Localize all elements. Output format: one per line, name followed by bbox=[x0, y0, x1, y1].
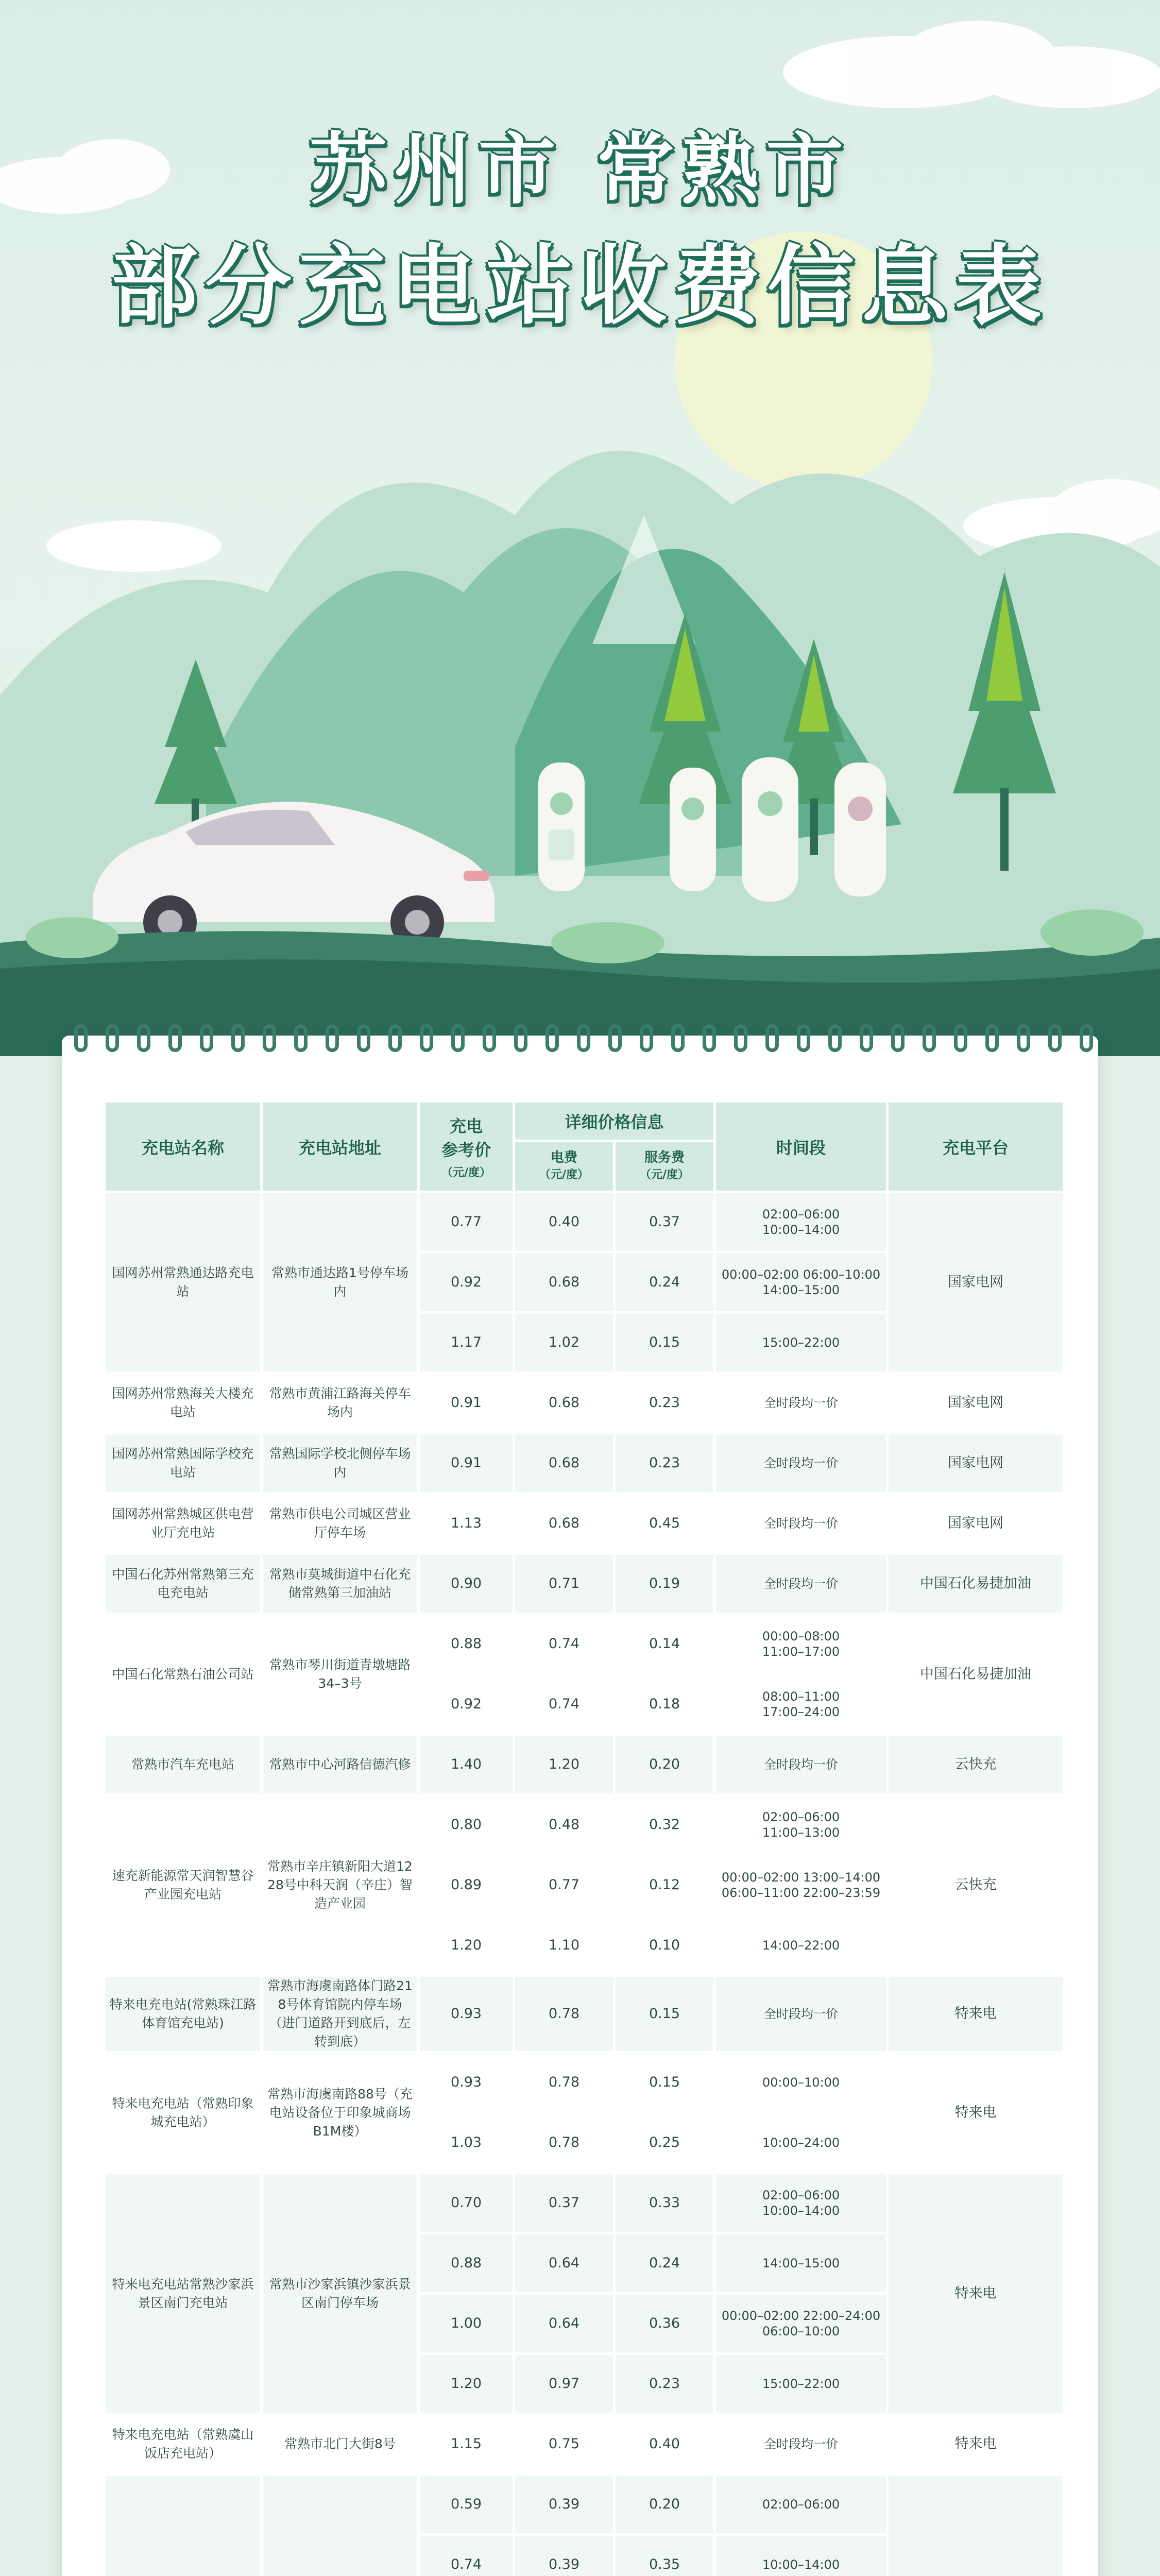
elec-fee-cell: 0.75 bbox=[515, 2415, 613, 2473]
binder-ring bbox=[451, 1024, 465, 1052]
table-row bbox=[106, 2174, 1063, 2232]
table-row bbox=[106, 1193, 1063, 1251]
service-fee-cell: 0.24 bbox=[616, 1253, 713, 1311]
elec-fee-cell: 0.78 bbox=[515, 2054, 613, 2111]
elec-fee-cell: 0.68 bbox=[515, 1434, 613, 1492]
station-address-cell: 常熟市琴川街道青墩塘路34–3号 bbox=[263, 1615, 417, 1733]
table-row bbox=[106, 2054, 1063, 2111]
period-cell: 00:00–02:00 06:00–10:00 14:00–15:00 bbox=[716, 1253, 886, 1311]
ref-price-cell: 1.00 bbox=[420, 2295, 513, 2352]
service-fee-cell: 0.12 bbox=[616, 1856, 713, 1914]
elec-fee-cell: 0.64 bbox=[515, 2295, 613, 2352]
binder-ring bbox=[514, 1024, 527, 1052]
service-fee-cell: 0.24 bbox=[616, 2234, 713, 2292]
ref-price-cell: 0.88 bbox=[420, 1615, 513, 1673]
station-name-cell bbox=[106, 2476, 260, 2576]
service-fee-cell: 0.45 bbox=[616, 1495, 713, 1552]
ref-price-cell: 0.77 bbox=[420, 1193, 513, 1251]
title-block bbox=[0, 118, 1160, 345]
station-address-cell: 常熟市莫城街道中石化充储常熟第三加油站 bbox=[263, 1555, 417, 1613]
binder-ring bbox=[388, 1024, 402, 1052]
binder-ring bbox=[137, 1024, 150, 1052]
binder-ring bbox=[326, 1024, 339, 1052]
elec-fee-cell: 0.39 bbox=[515, 2536, 613, 2576]
ref-price-cell: 0.91 bbox=[420, 1434, 513, 1492]
platform-cell: 国家电网 bbox=[889, 1434, 1063, 1492]
service-fee-cell: 0.40 bbox=[616, 2415, 713, 2473]
service-fee-cell: 0.36 bbox=[616, 2295, 713, 2352]
table-row bbox=[106, 1796, 1063, 1854]
header-ref-price-mid: 参考价 bbox=[441, 1140, 491, 1160]
ref-price-cell: 0.91 bbox=[420, 1374, 513, 1432]
table-row bbox=[106, 1555, 1063, 1613]
elec-fee-cell: 0.39 bbox=[515, 2476, 613, 2533]
ref-price-cell: 0.80 bbox=[420, 1796, 513, 1854]
station-address-cell: 常熟市黄浦江路海关停车场内 bbox=[263, 1374, 417, 1432]
period-cell: 14:00–15:00 bbox=[716, 2234, 886, 2292]
elec-fee-cell: 0.68 bbox=[515, 1374, 613, 1432]
fee-table-body bbox=[106, 1193, 1063, 2576]
binder-ring bbox=[985, 1024, 999, 1052]
station-address-cell: 常熟市中心河路信德汽修 bbox=[263, 1736, 417, 1793]
binder-ring bbox=[106, 1024, 119, 1052]
station-address-cell: 常熟市通达路1号停车场内 bbox=[263, 1193, 417, 1371]
table-row bbox=[106, 1615, 1063, 1673]
binder-ring bbox=[828, 1024, 842, 1052]
elec-fee-cell: 0.74 bbox=[515, 1615, 613, 1673]
platform-cell: 云快充 bbox=[889, 1736, 1063, 1793]
station-name-cell: 特来电充电站(常熟珠江路体育馆充电站) bbox=[106, 1977, 260, 2051]
elec-fee-cell: 1.20 bbox=[515, 1736, 613, 1793]
header-ref-price-top: 充电 bbox=[449, 1116, 483, 1136]
ref-price-cell: 1.15 bbox=[420, 2415, 513, 2473]
period-cell: 15:00–22:00 bbox=[716, 1314, 886, 1371]
binder-ring bbox=[608, 1024, 622, 1052]
header-ref-price bbox=[420, 1103, 513, 1191]
header-address: 充电站地址 bbox=[263, 1103, 417, 1191]
elec-fee-cell: 1.02 bbox=[515, 1314, 613, 1371]
ref-price-cell: 1.17 bbox=[420, 1314, 513, 1371]
binder-ring bbox=[797, 1024, 810, 1052]
ref-price-cell: 0.92 bbox=[420, 1253, 513, 1311]
header-service-label: 服务费 bbox=[644, 1150, 685, 1165]
station-name-cell: 国网苏州常熟海关大楼充电站 bbox=[106, 1374, 260, 1432]
service-fee-cell: 0.20 bbox=[616, 1736, 713, 1793]
header-detail: 详细价格信息 bbox=[515, 1103, 713, 1140]
elec-fee-cell: 1.10 bbox=[515, 1917, 613, 1974]
binder-ring bbox=[765, 1024, 779, 1052]
title-line-2: 部分充电站收费信息表 bbox=[111, 235, 1049, 336]
title-line-1: 苏州市 常熟市 bbox=[309, 125, 851, 215]
station-name-cell: 国网苏州常熟通达路充电站 bbox=[106, 1193, 260, 1371]
station-name-cell: 常熟市汽车充电站 bbox=[106, 1736, 260, 1793]
platform-cell: 国家电网 bbox=[889, 1374, 1063, 1432]
elec-fee-cell: 0.78 bbox=[515, 1977, 613, 2051]
binder-ring bbox=[200, 1024, 213, 1052]
ref-price-cell: 1.13 bbox=[420, 1495, 513, 1552]
binder-ring bbox=[671, 1024, 685, 1052]
station-address-cell: 常熟市辛庄镇新阳大道1228号中科天润（辛庄）智造产业园 bbox=[263, 1796, 417, 1974]
period-cell: 全时段均一价 bbox=[716, 1555, 886, 1613]
station-address-cell: 常熟市北门大街8号 bbox=[263, 2415, 417, 2473]
station-name-cell: 国网苏州常熟城区供电营业厅充电站 bbox=[106, 1495, 260, 1552]
period-cell: 00:00–08:00 11:00–17:00 bbox=[716, 1615, 886, 1673]
service-fee-cell: 0.37 bbox=[616, 1193, 713, 1251]
table-row bbox=[106, 2476, 1063, 2533]
station-address-cell: 常熟市沙家浜镇沙家浜景区南门停车场 bbox=[263, 2174, 417, 2413]
period-cell: 02:00–06:00 bbox=[716, 2476, 886, 2533]
elec-fee-cell: 0.68 bbox=[515, 1495, 613, 1552]
station-address-cell: 常熟市海虞南路体门路218号体育馆院内停车场（进门道路开到底后，左转到底） bbox=[263, 1977, 417, 2051]
service-fee-cell: 0.10 bbox=[616, 1917, 713, 1974]
ref-price-cell: 0.70 bbox=[420, 2174, 513, 2232]
elec-fee-cell: 0.78 bbox=[515, 2114, 613, 2172]
station-address-cell bbox=[263, 2476, 417, 2576]
service-fee-cell: 0.35 bbox=[616, 2536, 713, 2576]
table-row bbox=[106, 2415, 1063, 2473]
binder-ring bbox=[357, 1024, 370, 1052]
ref-price-cell: 0.74 bbox=[420, 2536, 513, 2576]
binder-ring bbox=[577, 1024, 590, 1052]
header-platform: 充电平台 bbox=[889, 1103, 1063, 1191]
period-cell: 14:00–22:00 bbox=[716, 1917, 886, 1974]
elec-fee-cell: 0.68 bbox=[515, 1253, 613, 1311]
period-cell: 全时段均一价 bbox=[716, 1495, 886, 1552]
elec-fee-cell: 0.37 bbox=[515, 2174, 613, 2232]
binder-ring bbox=[231, 1024, 245, 1052]
binder-ring bbox=[1048, 1024, 1062, 1052]
station-name-cell: 中国石化苏州常熟第三充电充电站 bbox=[106, 1555, 260, 1613]
platform-cell: 国家电网 bbox=[889, 1495, 1063, 1552]
platform-cell: 中国石化易捷加油 bbox=[889, 1555, 1063, 1613]
station-address-cell: 常熟市供电公司城区营业厅停车场 bbox=[263, 1495, 417, 1552]
period-cell: 00:00–02:00 13:00–14:00 06:00–11:00 22:00–23:59 bbox=[716, 1856, 886, 1914]
binder-ring bbox=[74, 1024, 88, 1052]
binder-ring bbox=[420, 1024, 433, 1052]
platform-cell: 国家电网 bbox=[889, 1193, 1063, 1371]
table-row bbox=[106, 1977, 1063, 2051]
header-service-unit: （元/度） bbox=[639, 1168, 690, 1181]
station-address-cell: 常熟国际学校北侧停车场内 bbox=[263, 1434, 417, 1492]
ref-price-cell: 0.93 bbox=[420, 2054, 513, 2111]
elec-fee-cell: 0.97 bbox=[515, 2355, 613, 2413]
ref-price-cell: 0.89 bbox=[420, 1856, 513, 1914]
station-address-cell: 常熟市海虞南路88号（充电站设备位于印象城商场B1M楼） bbox=[263, 2054, 417, 2172]
period-cell: 15:00–22:00 bbox=[716, 2355, 886, 2413]
service-fee-cell: 0.23 bbox=[616, 2355, 713, 2413]
header-service bbox=[616, 1142, 713, 1191]
table-row bbox=[106, 1434, 1063, 1492]
table-row bbox=[106, 1374, 1063, 1432]
header-name: 充电站名称 bbox=[106, 1103, 260, 1191]
elec-fee-cell: 0.64 bbox=[515, 2234, 613, 2292]
binder-ring bbox=[294, 1024, 308, 1052]
elec-fee-cell: 0.40 bbox=[515, 1193, 613, 1251]
service-fee-cell: 0.32 bbox=[616, 1796, 713, 1854]
period-cell: 10:00–14:00 bbox=[716, 2536, 886, 2576]
binder-ring bbox=[483, 1024, 496, 1052]
ref-price-cell: 0.90 bbox=[420, 1555, 513, 1613]
ref-price-cell: 1.03 bbox=[420, 2114, 513, 2172]
header-ref-price-unit: （元/度） bbox=[441, 1166, 491, 1179]
service-fee-cell: 0.20 bbox=[616, 2476, 713, 2533]
platform-cell: 云快充 bbox=[889, 1796, 1063, 1974]
station-name-cell: 特来电充电站（常熟印象城充电站） bbox=[106, 2054, 260, 2172]
binder-ring bbox=[860, 1024, 873, 1052]
platform-cell: 特来电 bbox=[889, 2174, 1063, 2413]
ref-price-cell: 1.20 bbox=[420, 1917, 513, 1974]
service-fee-cell: 0.18 bbox=[616, 1675, 713, 1733]
binder-ring bbox=[545, 1024, 559, 1052]
period-cell: 08:00–11:00 17:00–24:00 bbox=[716, 1675, 886, 1733]
ref-price-cell: 1.20 bbox=[420, 2355, 513, 2413]
fee-table bbox=[103, 1100, 1065, 2576]
station-name-cell: 中国石化常熟石油公司站 bbox=[106, 1615, 260, 1733]
service-fee-cell: 0.15 bbox=[616, 2054, 713, 2111]
ref-price-cell: 0.59 bbox=[420, 2476, 513, 2533]
service-fee-cell: 0.23 bbox=[616, 1374, 713, 1432]
period-cell: 全时段均一价 bbox=[716, 1374, 886, 1432]
service-fee-cell: 0.14 bbox=[616, 1615, 713, 1673]
platform-cell: 特来电 bbox=[889, 2054, 1063, 2172]
elec-fee-cell: 0.71 bbox=[515, 1555, 613, 1613]
ref-price-cell: 0.93 bbox=[420, 1977, 513, 2051]
table-row bbox=[106, 1495, 1063, 1552]
service-fee-cell: 0.33 bbox=[616, 2174, 713, 2232]
period-cell: 02:00–06:00 10:00–14:00 bbox=[716, 1193, 886, 1251]
service-fee-cell: 0.23 bbox=[616, 1434, 713, 1492]
platform-cell bbox=[889, 2476, 1063, 2576]
binder-ring bbox=[1017, 1024, 1030, 1052]
period-cell: 全时段均一价 bbox=[716, 1977, 886, 2051]
station-name-cell: 速充新能源常天润智慧谷产业园充电站 bbox=[106, 1796, 260, 1974]
period-cell: 10:00–24:00 bbox=[716, 2114, 886, 2172]
binder-ring bbox=[703, 1024, 716, 1052]
header-elec-unit: （元/度） bbox=[539, 1168, 589, 1181]
elec-fee-cell: 0.48 bbox=[515, 1796, 613, 1854]
service-fee-cell: 0.25 bbox=[616, 2114, 713, 2172]
table-row bbox=[106, 1736, 1063, 1793]
service-fee-cell: 0.15 bbox=[616, 1314, 713, 1371]
binder-ring bbox=[168, 1024, 182, 1052]
platform-cell: 特来电 bbox=[889, 2415, 1063, 2473]
service-fee-cell: 0.15 bbox=[616, 1977, 713, 2051]
ref-price-cell: 0.88 bbox=[420, 2234, 513, 2292]
period-cell: 02:00–06:00 11:00–13:00 bbox=[716, 1796, 886, 1854]
period-cell: 00:00–10:00 bbox=[716, 2054, 886, 2111]
station-name-cell: 特来电充电站常熟沙家浜景区南门充电站 bbox=[106, 2174, 260, 2413]
period-cell: 全时段均一价 bbox=[716, 1434, 886, 1492]
binder-ring bbox=[1080, 1024, 1093, 1052]
binder-ring bbox=[263, 1024, 276, 1052]
period-cell: 全时段均一价 bbox=[716, 2415, 886, 2473]
header-elec bbox=[515, 1142, 613, 1191]
header-period: 时间段 bbox=[716, 1103, 886, 1191]
period-cell: 全时段均一价 bbox=[716, 1736, 886, 1793]
ref-price-cell: 1.40 bbox=[420, 1736, 513, 1793]
platform-cell: 特来电 bbox=[889, 1977, 1063, 2051]
binder-ring bbox=[734, 1024, 747, 1052]
service-fee-cell: 0.19 bbox=[616, 1555, 713, 1613]
binder-ring bbox=[640, 1024, 653, 1052]
station-name-cell: 特来电充电站（常熟虞山饭店充电站） bbox=[106, 2415, 260, 2473]
elec-fee-cell: 0.74 bbox=[515, 1675, 613, 1733]
binder-ring bbox=[954, 1024, 967, 1052]
header-elec-label: 电费 bbox=[550, 1150, 577, 1165]
header-illustration bbox=[0, 0, 1160, 1056]
binder-rings bbox=[67, 1024, 1093, 1055]
binder-ring bbox=[891, 1024, 905, 1052]
station-name-cell: 国网苏州常熟国际学校充电站 bbox=[106, 1434, 260, 1492]
elec-fee-cell: 0.77 bbox=[515, 1856, 613, 1914]
binder-ring bbox=[923, 1024, 936, 1052]
period-cell: 02:00–06:00 10:00–14:00 bbox=[716, 2174, 886, 2232]
ref-price-cell: 0.92 bbox=[420, 1675, 513, 1733]
platform-cell: 中国石化易捷加油 bbox=[889, 1615, 1063, 1733]
period-cell: 00:00–02:00 22:00–24:00 06:00–10:00 bbox=[716, 2295, 886, 2352]
